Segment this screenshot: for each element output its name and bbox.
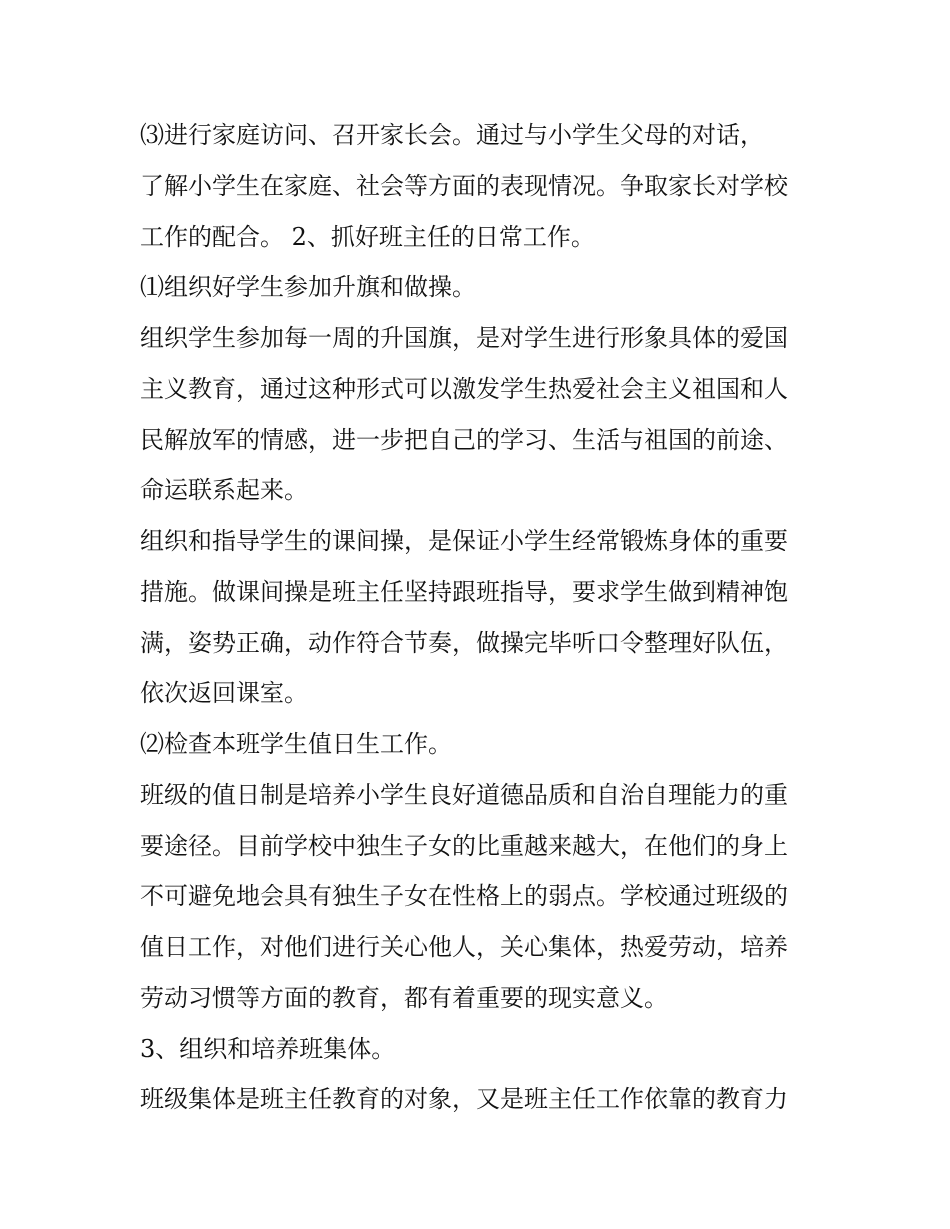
text-line: 劳动习惯等方面的教育，都有着重要的现实意义。 [140,983,668,1012]
text-line: 命运联系起来。 [140,476,308,505]
text-line: 了解小学生在家庭、社会等方面的表现情况。争取家长对学校 [140,171,788,200]
text-line: 依次返回课室。 [140,679,308,708]
text-line: 不可避免地会具有独生子女在性格上的弱点。学校通过班级的 [140,882,788,911]
text-line: 组织学生参加每一周的升国旗，是对学生进行形象具体的爱国 [140,324,788,352]
text-line: 班级的值日制是培养小学生良好道德品质和自治自理能力的重 [140,780,788,809]
text-line: 要途径。目前学校中独生子女的比重越来越大，在他们的身上 [140,831,788,860]
text-line: 工作的配合。 2、抓好班主任的日常工作。 [140,222,595,251]
text-line: 主义教育，通过这种形式可以激发学生热爱社会主义祖国和人 [140,374,788,403]
text-line: 组织和指导学生的课间操，是保证小学生经常锻炼身体的重要 [140,527,788,555]
text-line: 满，姿势正确，动作符合节奏，做操完毕听口令整理好队伍， [140,628,788,657]
text-line: 措施。做课间操是班主任坚持跟班指导，要求学生做到精神饱 [140,577,788,606]
text-line: ⑶进行家庭访问、召开家长会。通过与小学生父母的对话， [140,121,764,149]
text-line: ⑴组织好学生参加升旗和做操。 [140,273,476,302]
text-line: 3、组织和培养班集体。 [140,1034,396,1063]
text-line: ⑵检查本班学生值日生工作。 [140,730,452,758]
text-line: 民解放军的情感，进一步把自己的学习、生活与祖国的前途、 [140,425,788,454]
document-body [140,110,820,1125]
text-line: 值日工作，对他们进行关心他人，关心集体，热爱劳动，培养 [140,933,788,961]
text-line: 班级集体是班主任教育的对象，又是班主任工作依靠的教育力 [140,1085,788,1114]
